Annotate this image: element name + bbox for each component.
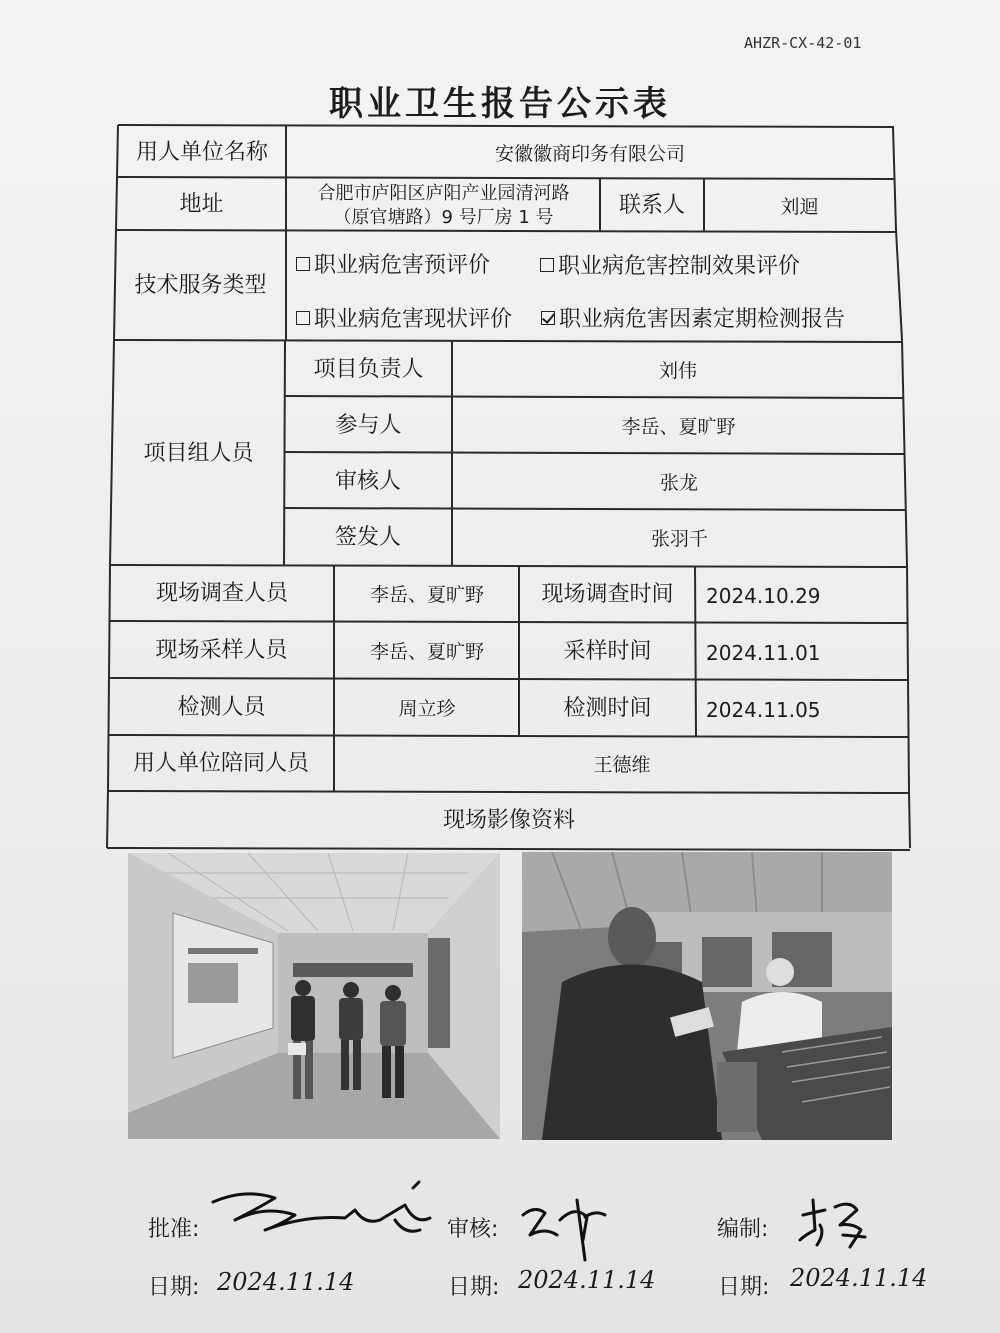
escort-value: 王德维 <box>593 754 651 776</box>
date-label-compile: 日期: <box>718 1275 770 1300</box>
date-label-review: 日期: <box>448 1275 500 1300</box>
team-name-lead: 刘伟 <box>658 359 697 382</box>
service-type-label: 技术服务类型 <box>134 273 267 298</box>
sampling-time: 2024.11.01 <box>706 640 821 665</box>
site-photo-factory <box>522 852 892 1140</box>
team-name-issuer: 张羽千 <box>650 528 708 550</box>
service-option-status-assessment[interactable] <box>296 302 512 333</box>
service-option-label: 职业病危害控制效果评价 <box>558 254 801 279</box>
page-title: 职业卫生报告公示表 <box>329 84 671 124</box>
service-option-label: 职业病危害因素定期检测报告 <box>559 307 846 332</box>
team-name-reviewer: 张龙 <box>659 471 698 494</box>
date-approve: 2024.11.14 <box>217 1268 355 1296</box>
survey-time-label: 现场调查时间 <box>541 582 674 607</box>
checkbox-unchecked-icon <box>296 311 310 325</box>
team-name-participants: 李岳、夏旷野 <box>621 415 736 438</box>
date-compile: 2024.11.14 <box>790 1264 928 1292</box>
escort-label: 用人单位陪同人员 <box>132 751 309 776</box>
service-option-control-effect[interactable] <box>540 249 800 280</box>
compiler-signature <box>795 1195 875 1255</box>
date-review: 2024.11.14 <box>518 1266 656 1294</box>
sampling-label: 现场采样人员 <box>155 637 288 663</box>
testing-time: 2024.11.05 <box>706 697 821 722</box>
employer-value: 安徽徽商印务有限公司 <box>494 142 685 165</box>
team-label: 项目组人员 <box>143 440 254 466</box>
sampling-people: 李岳、夏旷野 <box>369 640 484 663</box>
checkbox-checked-icon <box>541 311 555 325</box>
document-code: AHZR-CX-42-01 <box>744 34 862 52</box>
date-label-approve: 日期: <box>148 1275 200 1300</box>
approve-label: 批准: <box>148 1217 200 1242</box>
address-value <box>287 180 600 232</box>
testing-time-label: 检测时间 <box>563 695 652 721</box>
survey-label: 现场调查人员 <box>155 581 288 606</box>
service-option-periodic-testing[interactable] <box>541 302 845 333</box>
testing-people: 周立珍 <box>398 697 456 720</box>
reviewer-signature <box>515 1195 615 1265</box>
service-option-pre-assessment[interactable] <box>296 248 490 279</box>
approver-signature <box>205 1180 445 1250</box>
images-label: 现场影像资料 <box>442 807 575 833</box>
employer-label: 用人单位名称 <box>135 139 268 165</box>
review-label: 审核: <box>447 1217 499 1242</box>
contact-value: 刘迴 <box>780 196 819 218</box>
compile-label: 编制: <box>717 1217 769 1242</box>
team-role-reviewer: 审核人 <box>334 468 401 494</box>
survey-people: 李岳、夏旷野 <box>369 584 484 606</box>
service-option-label: 职业病危害现状评价 <box>314 307 513 332</box>
contact-label: 联系人 <box>618 193 685 218</box>
address-line-2: （原官塘路）9 号厂房 1 号 <box>333 207 554 228</box>
service-option-label: 职业病危害预评价 <box>314 253 491 278</box>
team-role-issuer: 签发人 <box>334 525 401 550</box>
survey-time: 2024.10.29 <box>706 584 821 608</box>
address-label: 地址 <box>179 192 224 217</box>
checkbox-unchecked-icon <box>296 257 310 271</box>
site-photo-lobby <box>128 853 500 1139</box>
team-role-lead: 项目负责人 <box>313 356 424 382</box>
address-line-1: 合肥市庐阳区庐阳产业园清河路 <box>317 183 570 204</box>
testing-label: 检测人员 <box>177 694 266 720</box>
sampling-time-label: 采样时间 <box>563 638 652 664</box>
team-role-participants: 参与人 <box>335 412 402 438</box>
checkbox-unchecked-icon <box>540 258 554 272</box>
